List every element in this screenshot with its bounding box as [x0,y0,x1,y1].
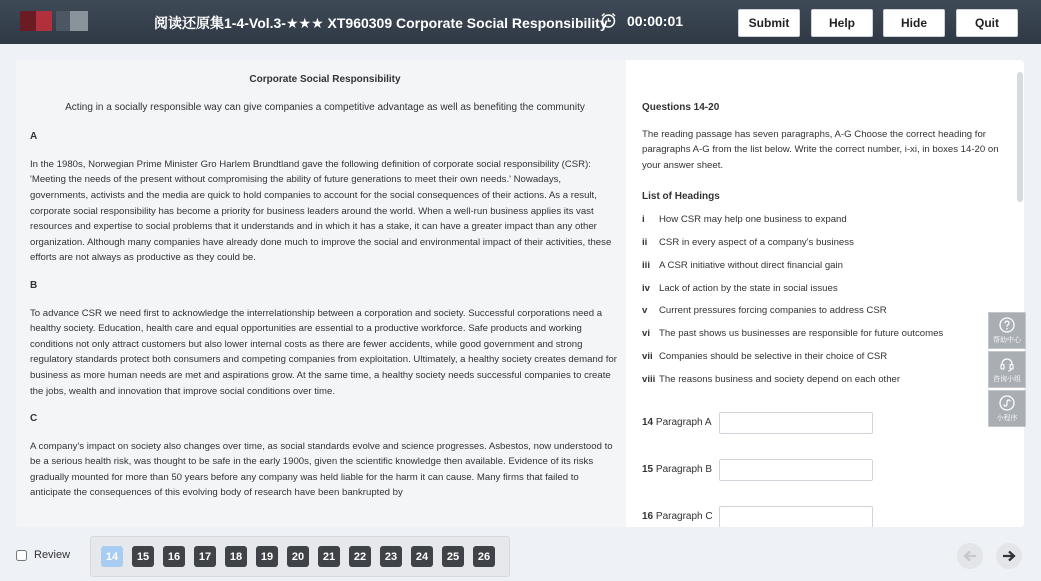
question-nav-25[interactable]: 25 [442,546,464,567]
review-toggle[interactable] [16,549,70,561]
answer-input-16[interactable] [719,506,873,527]
previous-button[interactable] [957,543,983,569]
question-nav-19[interactable]: 19 [256,546,278,567]
alarm-clock-icon [600,12,617,29]
question-nav-16[interactable]: 16 [163,546,185,567]
answer-input-14[interactable] [719,412,873,434]
question-nav-22[interactable]: 22 [349,546,371,567]
submit-button[interactable]: Submit [738,9,800,37]
heading-item: i How CSR may help one business to expand [642,214,847,226]
consult-group-button[interactable]: 咨询小组 [988,351,1026,388]
test-title: 阅读还原集1-4-Vol.3-★★★ XT960309 Corporate Social Responsibility [154,15,608,31]
next-button[interactable] [996,543,1022,569]
passage-pane[interactable] [16,60,626,527]
question-icon [999,317,1015,333]
paragraph-letter: C [30,413,38,425]
main-panel [16,60,1024,527]
question-navigator [90,536,510,577]
top-bar [0,0,1041,44]
hide-button[interactable]: Hide [883,9,945,37]
passage-title: Corporate Social Responsibility [249,74,401,85]
question-nav-17[interactable]: 17 [194,546,216,567]
review-checkbox[interactable] [16,550,27,561]
heading-item: v Current pressures forcing companies to address CSR [642,305,887,317]
heading-item: ii CSR in every aspect of a company's business [642,237,854,249]
question-nav-14[interactable]: 14 [101,546,123,567]
questions-pane[interactable] [642,60,1018,527]
heading-item: vii Companies should be selective in their choice of CSR [642,351,888,362]
questions-scrollbar[interactable] [1017,72,1023,202]
app-logo [20,11,88,31]
arrow-left-icon [963,550,977,562]
paragraph-text: To advance CSR we need first to acknowledge the interrelationship between a corporation and society. Successful corporations need a healthy society. Education, health care and equal opportunities are essential to a productive workforce. Safe products and working conditions not only attract customers but also lower internal costs as there are fewer accidents, while good government and strong regulatory standards protect both consumers and competing companies from exploitation. Ultimately, a healthy society creates demand for business as more human needs are met and aspirations grow. At the same time, a healthy society needs successful companies to create the jobs, wealth and innovation that improve social conditions over time. [30,307,617,397]
paragraph-letter: B [30,279,38,291]
question-nav-20[interactable]: 20 [287,546,309,567]
heading-item: iv Lack of action by the state in social issues [642,282,838,294]
mini-program-button[interactable]: 小程序 [988,390,1026,427]
heading-item: vi The past shows us businesses are responsible for future outcomes [642,328,944,340]
headset-icon [999,356,1015,372]
side-toolbar [988,312,1026,429]
paragraph-letter: A [30,131,38,143]
review-label: Review [34,549,71,561]
answer-row-14: 14 Paragraph A [642,411,1018,435]
questions-instructions: The reading passage has seven paragraphs, A-G Choose the correct heading for paragraphs A-G from the list below. Write the correct number, i-xi, in boxes 14-20 on your answer sheet. [642,129,999,171]
list-of-headings-title: List of Headings [642,191,720,203]
paragraph-text: A company's impact on society also changes over time, as social standards evolve and science progresses. Asbestos, now understood to be a serious health risk, was thought to be safe in the early 1900s, given the scientific knowledge then available. Evidence of its risks gradually mounted for more than 50 years before any company was held liable for the harm it can cause. Many firms that failed to anticipate the consequences of this evolving body of research have been bankrupted by [30,440,613,499]
question-nav-18[interactable]: 18 [225,546,247,567]
question-nav-26[interactable]: 26 [473,546,495,567]
questions-heading: Questions 14-20 [642,102,720,113]
mini-program-icon [999,395,1015,411]
answer-input-15[interactable] [719,459,873,481]
timer-value: 00:00:01 [627,12,684,29]
help-center-button[interactable]: 帮助中心 [988,312,1026,349]
paragraph-text: In the 1980s, Norwegian Prime Minister Gro Harlem Brundtland gave the following definition of corporate social responsibility (CSR): 'Meeting the needs of the present without compromising the ability of future generations to meet their own needs.' Nowadays, governments, activists and the media are quick to hold companies to account for the social consequences of their actions. As a result, corporate social responsibility has become a priority for business leaders around the world. When a well-run business applies its vast resources and expertise to social problems that it understands and in which it has a stake, it can have a greater impact than any other organization. Although many companies have already done much to improve the social and environmental impact of their activities, these efforts are not always as productive as they could be. [30,158,612,264]
question-nav-24[interactable]: 24 [411,546,433,567]
question-nav-21[interactable]: 21 [318,546,340,567]
arrow-right-icon [1002,550,1016,562]
quit-button[interactable]: Quit [956,9,1018,37]
heading-item: iii A CSR initiative without direct financial gain [642,259,843,271]
question-nav-23[interactable]: 23 [380,546,402,567]
heading-item: viii The reasons business and society depend on each other [642,373,901,385]
help-button[interactable]: Help [811,9,873,37]
question-nav-15[interactable]: 15 [132,546,154,567]
headings-list [642,214,1018,396]
timer [600,12,683,29]
answer-row-15: 15 Paragraph B [642,458,1018,482]
passage-subtitle: Acting in a socially responsible way can give companies a competitive advantage as well as benefiting the community [65,101,585,113]
answer-row-16: 16 Paragraph C [642,505,1018,527]
